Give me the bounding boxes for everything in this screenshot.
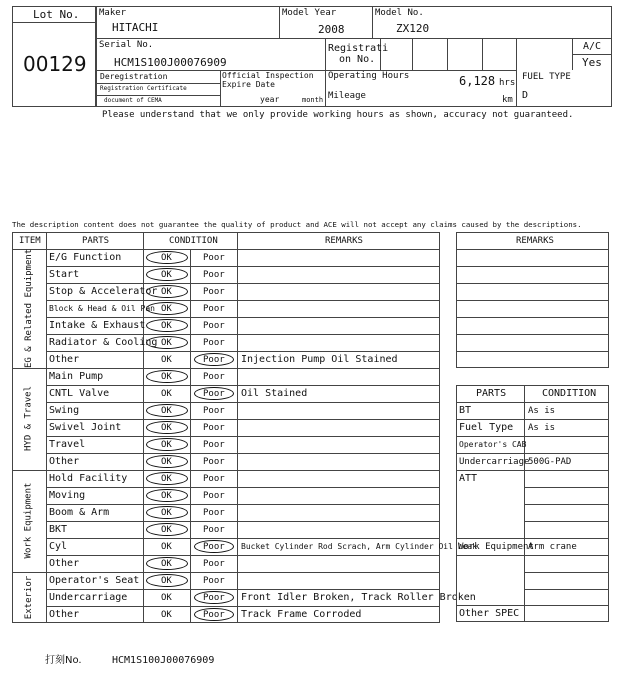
part-name: Radiator & Cooling (49, 337, 158, 348)
ok-selected-oval (146, 489, 188, 502)
part-name: Moving (49, 490, 86, 501)
poor-option: Poor (203, 372, 225, 382)
part-name: Other (49, 354, 80, 365)
side-condition-header: CONDITION (542, 388, 597, 399)
ok-option: OK (161, 610, 172, 620)
model-no-value: ZX120 (396, 22, 430, 35)
side-parts-header: PARTS (476, 388, 507, 399)
model-no-label: Model No. (375, 8, 424, 18)
ac-value: Yes (582, 56, 602, 69)
ok-selected-oval (146, 404, 188, 417)
ok-option: OK (161, 525, 172, 535)
ok-selected-oval (146, 370, 188, 383)
ok-option: OK (161, 508, 172, 518)
part-name: Main Pump (49, 371, 104, 382)
poor-selected-oval (194, 353, 234, 366)
operating-hours-value: 6,128 (459, 74, 496, 88)
ok-option: OK (161, 338, 172, 348)
stamp-number-value: HCM1S100J00076909 (112, 655, 215, 666)
ok-option: OK (161, 253, 172, 263)
poor-option: Poor (203, 321, 225, 331)
stamp-number-label: 打刻No. (45, 655, 82, 666)
ok-selected-oval (146, 506, 188, 519)
ok-option: OK (161, 457, 172, 467)
year-label: year (260, 95, 280, 104)
ok-option: OK (161, 593, 172, 603)
side-row-cond: As is (528, 423, 556, 433)
ok-selected-oval (146, 438, 188, 451)
part-name: Other (49, 456, 80, 467)
poor-option: Poor (203, 287, 225, 297)
remark-text: Oil Stained (241, 388, 308, 399)
ok-option: OK (161, 406, 172, 416)
deregistration-label: Deregistration (100, 72, 168, 81)
description-disclaimer: The description content does not guarantee the quality of product and ACE will not accept any claims caused by the descriptions. (12, 220, 582, 229)
part-name: CNTL Valve (49, 388, 110, 399)
side-row-part: Undercarriage (459, 457, 530, 467)
ok-selected-oval (146, 421, 188, 434)
poor-option: Poor (203, 304, 225, 314)
ok-option: OK (161, 287, 172, 297)
poor-option: Poor (203, 525, 225, 535)
part-name: Cyl (49, 541, 68, 552)
group-label: EG & Related Equipment (23, 248, 34, 368)
ok-selected-oval (146, 557, 188, 570)
ok-option: OK (161, 270, 172, 280)
model-year-value: 2008 (318, 23, 345, 36)
part-name: Intake & Exhaust (49, 320, 146, 331)
part-name: Swing (49, 405, 80, 416)
ok-selected-oval (146, 285, 188, 298)
lot-no-label: Lot No. (33, 8, 80, 21)
ok-selected-oval (146, 455, 188, 468)
ok-selected-oval (146, 251, 188, 264)
poor-option: Poor (203, 355, 225, 365)
part-name: Other (49, 558, 80, 569)
ok-option: OK (161, 542, 172, 552)
col-condition-header: CONDITION (169, 236, 218, 246)
poor-option: Poor (203, 338, 225, 348)
ok-option: OK (161, 355, 172, 365)
group-label: Exterior (23, 575, 34, 619)
maker-label: Maker (99, 8, 127, 18)
group-label: HYD & Travel (23, 385, 34, 452)
col-remarks-header: REMARKS (325, 236, 363, 246)
model-year-label: Model Year (282, 8, 337, 18)
remark-text: Injection Pump Oil Stained (241, 354, 398, 365)
official-inspection-label-1: Official Inspection (222, 71, 314, 80)
poor-option: Poor (203, 559, 225, 569)
serial-no-value: HCM1S100J00076909 (114, 56, 227, 69)
side-remarks-header: REMARKS (516, 236, 554, 246)
ok-option: OK (161, 372, 172, 382)
poor-selected-oval (194, 387, 234, 400)
side-work-equipment-value: Arm crane (528, 542, 577, 552)
poor-option: Poor (203, 610, 225, 620)
registration-no-label-2: on No. (339, 54, 376, 65)
part-name: Undercarriage (49, 592, 128, 603)
hrs-unit: hrs (499, 78, 516, 88)
operating-hours-label: Operating Hours (328, 71, 410, 81)
ok-selected-oval (146, 472, 188, 485)
poor-option: Poor (203, 423, 225, 433)
ac-label: A/C (583, 41, 602, 52)
side-att-label: ATT (459, 473, 478, 484)
poor-selected-oval (194, 608, 234, 621)
ok-selected-oval (146, 268, 188, 281)
serial-no-label: Serial No. (99, 40, 154, 50)
registration-certificate-label: Registration Certificate (100, 85, 187, 92)
side-row-part: Operator's CAB (459, 440, 527, 449)
poor-selected-oval (194, 540, 234, 553)
month-label: month (302, 96, 324, 104)
part-name: Travel (49, 439, 86, 450)
ok-selected-oval (146, 319, 188, 332)
poor-option: Poor (203, 508, 225, 518)
side-row-part: Fuel Type (459, 422, 514, 433)
hours-accuracy-note: Please understand that we only provide working hours as shown, accuracy not guaranteed. (102, 110, 574, 120)
part-name: Other (49, 609, 80, 620)
ok-option: OK (161, 440, 172, 450)
side-work-equipment-label: Work Equipment (458, 542, 534, 552)
poor-option: Poor (203, 253, 225, 263)
poor-option: Poor (203, 593, 225, 603)
ok-option: OK (161, 576, 172, 586)
ok-option: OK (161, 474, 172, 484)
poor-option: Poor (203, 440, 225, 450)
ok-option: OK (161, 389, 172, 399)
poor-option: Poor (203, 389, 225, 399)
part-name: Start (49, 269, 80, 280)
col-parts-header: PARTS (82, 236, 110, 246)
group-label: Work Equipment (23, 482, 34, 559)
col-item-header: ITEM (19, 236, 41, 246)
registration-no-label-1: Registrati (328, 43, 389, 54)
part-name: Hold Facility (49, 473, 128, 484)
poor-option: Poor (203, 576, 225, 586)
poor-option: Poor (203, 491, 225, 501)
km-unit: km (502, 95, 513, 105)
maker-value: HITACHI (112, 21, 159, 34)
side-row-cond: As is (528, 406, 556, 416)
poor-selected-oval (194, 591, 234, 604)
remark-text: Front Idler Broken, Track Roller Broken (241, 592, 476, 603)
part-name: Swivel Joint (49, 422, 122, 433)
fuel-type-label: FUEL TYPE (522, 72, 571, 82)
ok-selected-oval (146, 336, 188, 349)
document-of-cema-label: document of CEMA (104, 97, 162, 104)
ok-option: OK (161, 304, 172, 314)
poor-option: Poor (203, 474, 225, 484)
part-name: Operator's Seat (49, 575, 140, 586)
remark-text: Track Frame Corroded (241, 609, 362, 620)
side-other-spec-label: Other SPEC (459, 608, 520, 619)
remark-text: Bucket Cylinder Rod Scrach, Arm Cylinder Oil Leak (241, 542, 478, 551)
poor-option: Poor (203, 542, 225, 552)
part-name: Boom & Arm (49, 507, 110, 518)
poor-option: Poor (203, 457, 225, 467)
ok-selected-oval (146, 574, 188, 587)
part-name: E/G Function (49, 252, 122, 263)
ok-option: OK (161, 559, 172, 569)
side-row-cond: 500G-PAD (528, 457, 572, 467)
ok-option: OK (161, 423, 172, 433)
poor-option: Poor (203, 406, 225, 416)
part-name: Stop & Accelerator (49, 286, 158, 297)
mileage-label: Mileage (328, 91, 366, 101)
ok-selected-oval (146, 523, 188, 536)
part-name: BKT (49, 524, 68, 535)
ok-selected-oval (146, 302, 188, 315)
ok-option: OK (161, 491, 172, 501)
official-inspection-label-2: Expire Date (222, 80, 275, 89)
ok-option: OK (161, 321, 172, 331)
lot-no-value: 00129 (23, 52, 87, 76)
part-name: Block & Head & Oil Pan (49, 304, 155, 313)
fuel-type-value: D (522, 90, 529, 101)
poor-option: Poor (203, 270, 225, 280)
side-row-part: BT (459, 405, 472, 416)
